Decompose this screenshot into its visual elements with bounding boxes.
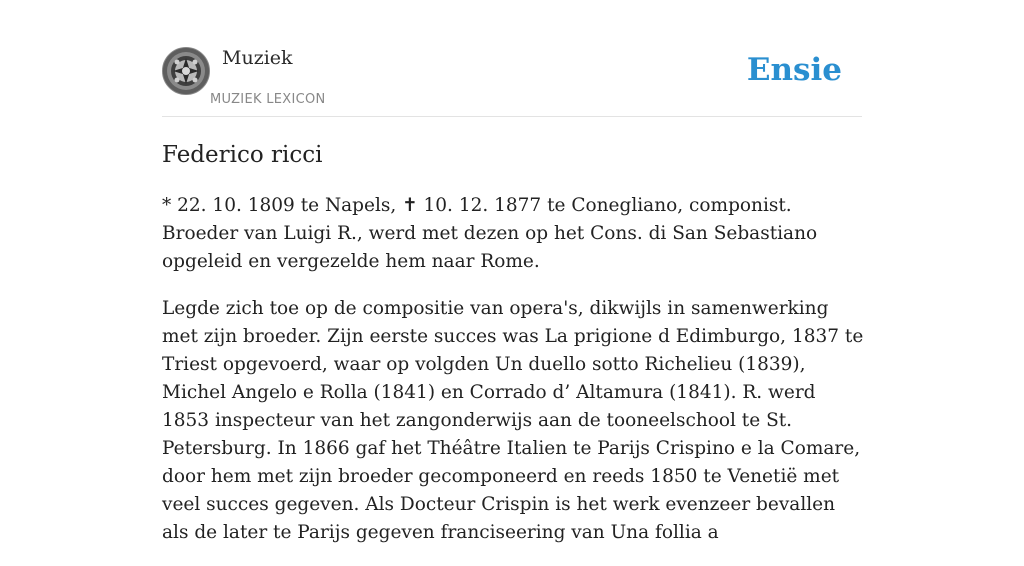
category-name[interactable]: Muziek — [222, 47, 293, 69]
article-paragraph: Legde zich toe op de compositie van opera's, dikwijls in samenwerking met zijn broeder. Zijn eerste succes was La prigione d Edimburgo, 1837 te Triest opgevoerd, waar op volgden Un duello sotto Richelieu (1839), Michel Angelo e Rolla (1841) en Corrado d’ Altamura (1841). R. werd 1853 inspecteur van het zangonderwijs aan de tooneelschool te St. Petersburg. In 1866 gaf het Théâtre Italien te Parijs Crispino e la Comare, door hem met zijn broeder gecomponeerd en reeds 1850 te Venetië met veel succes gegeven. Als Docteur Crispin is het werk evenzeer bevallen als de later te Parijs gegeven franciseering van Una follia a — [162, 298, 864, 543]
category-avatar[interactable] — [162, 47, 210, 95]
ornamental-emblem-icon — [163, 48, 209, 94]
site-header — [162, 40, 862, 117]
category-subtitle: MUZIEK LEXICON — [210, 92, 326, 107]
article-paragraph: * 22. 10. 1809 te Napels, ✝ 10. 12. 1877 te Conegliano, componist. Broeder van Luigi R., werd met dezen op het Cons. di San Sebastiano opgeleid en vergezelde hem naar Rome. — [162, 195, 818, 272]
article-title: Federico ricci — [162, 142, 323, 168]
article-body — [162, 192, 867, 566]
brand-logo[interactable]: Ensie — [746, 52, 842, 88]
